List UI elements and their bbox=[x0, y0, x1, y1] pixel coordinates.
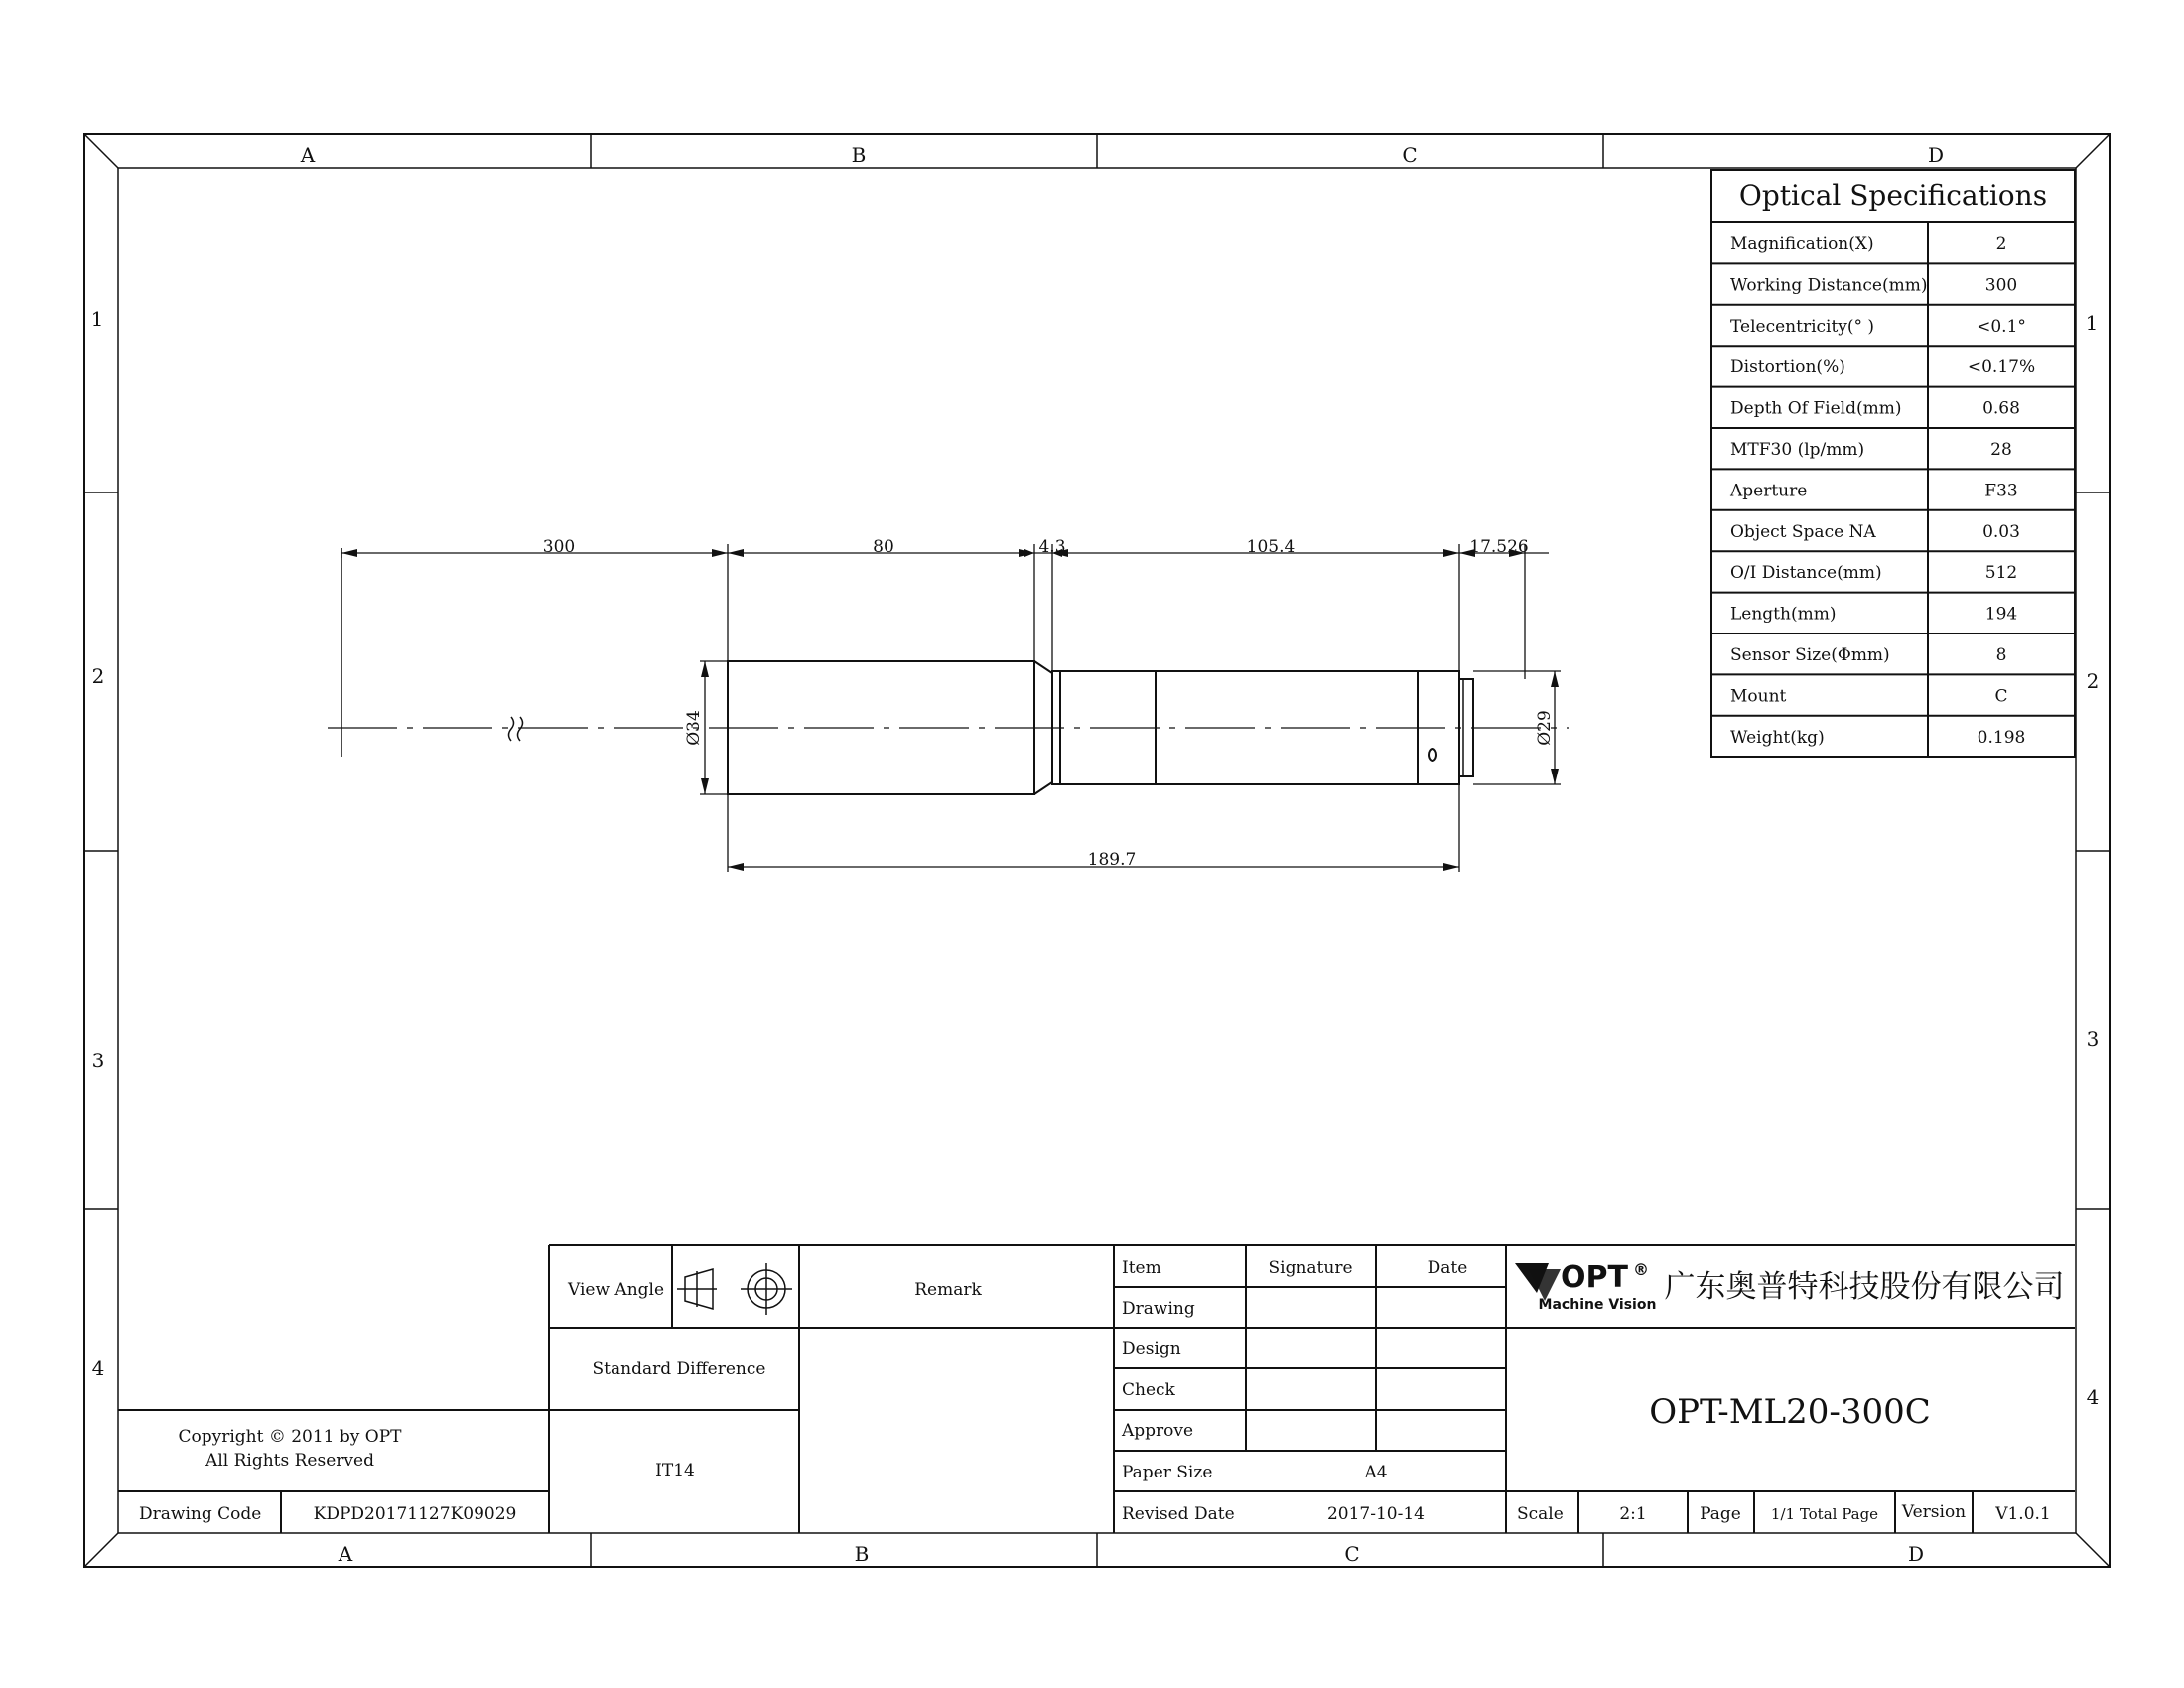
zone-col-d-top: D bbox=[1927, 143, 1945, 167]
spec-label: Object Space NA bbox=[1730, 521, 1876, 542]
concentric-circles-icon bbox=[741, 1263, 792, 1315]
page-label: Page bbox=[1700, 1504, 1741, 1524]
approve-row-label: Approve bbox=[1122, 1421, 1194, 1441]
drawing-code-label: Drawing Code bbox=[139, 1504, 262, 1524]
zone-row-2-right: 2 bbox=[2086, 669, 2100, 693]
date-label: Date bbox=[1427, 1258, 1468, 1278]
optical-spec-table bbox=[1711, 170, 2075, 757]
zone-col-c-bottom: C bbox=[1344, 1542, 1360, 1566]
spec-label: MTF30 (lp/mm) bbox=[1730, 440, 1865, 460]
zone-col-c-top: C bbox=[1402, 143, 1418, 167]
spec-label: Aperture bbox=[1730, 481, 1808, 501]
zone-col-a-top: A bbox=[300, 143, 316, 167]
zone-row-1-left: 1 bbox=[90, 307, 104, 331]
revised-date-label: Revised Date bbox=[1122, 1504, 1235, 1524]
zone-col-b-top: B bbox=[851, 143, 867, 167]
item-label: Item bbox=[1122, 1258, 1161, 1278]
spec-value: 0.198 bbox=[1977, 727, 2026, 748]
part-number: OPT-ML20-300C bbox=[1649, 1392, 1931, 1432]
spec-label: Mount bbox=[1730, 686, 1787, 707]
spec-row bbox=[1730, 605, 2017, 625]
version-value: V1.0.1 bbox=[1995, 1504, 2051, 1524]
spec-label: Working Distance(mm) bbox=[1730, 275, 1928, 296]
total-page-value: 1/1 Total Page bbox=[1770, 1505, 1879, 1523]
dim-front-barrel: 80 bbox=[873, 537, 894, 557]
spec-value: 2 bbox=[1995, 234, 2007, 254]
spec-row bbox=[1730, 234, 2006, 254]
zone-row-3-left: 3 bbox=[91, 1049, 105, 1072]
zone-col-b-bottom: B bbox=[854, 1542, 870, 1566]
scale-value: 2:1 bbox=[1619, 1504, 1647, 1524]
check-row-label: Check bbox=[1122, 1380, 1175, 1400]
spec-label: Sensor Size(Φmm) bbox=[1730, 645, 1890, 665]
tolerance-value: IT14 bbox=[655, 1461, 695, 1480]
version-label: Version bbox=[1901, 1502, 1967, 1522]
spec-row bbox=[1730, 275, 2017, 295]
spec-value: <0.17% bbox=[1967, 357, 2036, 378]
spec-row bbox=[1730, 563, 2017, 583]
dim-working-distance: 300 bbox=[542, 537, 576, 557]
scale-label: Scale bbox=[1517, 1504, 1564, 1524]
spec-value: <0.1° bbox=[1977, 316, 2026, 337]
logo-text: OPT bbox=[1561, 1260, 1628, 1295]
remark-label: Remark bbox=[914, 1280, 982, 1300]
spec-row bbox=[1730, 686, 2008, 706]
spec-label: Telecentricity(° ) bbox=[1730, 316, 1875, 337]
c-mount-thread bbox=[1459, 679, 1473, 776]
paper-size-label: Paper Size bbox=[1122, 1463, 1213, 1482]
projection-symbol bbox=[677, 1263, 792, 1315]
spec-value: 0.68 bbox=[1982, 398, 2020, 419]
spec-table-title: Optical Specifications bbox=[1738, 179, 2048, 211]
dim-rear-diameter: Ø29 bbox=[1535, 710, 1555, 746]
signature-label: Signature bbox=[1268, 1258, 1353, 1278]
logo-subtext: Machine Vision bbox=[1538, 1297, 1657, 1313]
spec-value: 0.03 bbox=[1982, 521, 2020, 542]
dim-mount: 17.526 bbox=[1469, 537, 1529, 557]
break-symbol bbox=[509, 717, 523, 741]
spec-value: 194 bbox=[1984, 604, 2018, 625]
spec-label: Length(mm) bbox=[1730, 604, 1837, 625]
lock-screw bbox=[1429, 749, 1436, 761]
design-row-label: Design bbox=[1122, 1339, 1181, 1359]
zone-row-4-right: 4 bbox=[2086, 1385, 2100, 1409]
spec-label: O/I Distance(mm) bbox=[1730, 563, 1882, 584]
company-name: 广东奥普特科技股份有限公司 bbox=[1664, 1269, 2065, 1305]
copyright-line-2: All Rights Reserved bbox=[205, 1451, 374, 1471]
spec-value: 512 bbox=[1984, 563, 2018, 584]
zone-row-2-left: 2 bbox=[91, 664, 105, 688]
spec-value: 8 bbox=[1995, 645, 2007, 665]
zone-col-a-bottom: A bbox=[338, 1542, 353, 1566]
dim-taper: 4.3 bbox=[1038, 537, 1066, 557]
spec-row bbox=[1730, 645, 2006, 665]
spec-row bbox=[1730, 728, 2025, 748]
opt-logo bbox=[1515, 1260, 1656, 1313]
spec-row bbox=[1730, 317, 2026, 337]
zone-row-1-right: 1 bbox=[2085, 311, 2099, 335]
dim-front-diameter: Ø34 bbox=[684, 710, 704, 746]
drawing-row-label: Drawing bbox=[1122, 1299, 1195, 1319]
spec-label: Magnification(X) bbox=[1730, 234, 1874, 254]
spec-label: Weight(kg) bbox=[1730, 727, 1825, 748]
lens-drawing bbox=[328, 537, 1569, 872]
standard-difference-label: Standard Difference bbox=[592, 1359, 766, 1379]
spec-value: F33 bbox=[1984, 481, 2018, 501]
view-angle-label: View Angle bbox=[568, 1280, 665, 1300]
dim-rear-barrel: 105.4 bbox=[1246, 537, 1296, 557]
spec-row bbox=[1730, 357, 2035, 377]
spec-label: Distortion(%) bbox=[1730, 357, 1845, 378]
zone-row-4-left: 4 bbox=[91, 1356, 105, 1380]
spec-value: 28 bbox=[1990, 440, 2012, 460]
spec-row bbox=[1730, 522, 2020, 542]
drawing-code-value: KDPD20171127K09029 bbox=[313, 1504, 517, 1524]
spec-value: 300 bbox=[1984, 275, 2018, 296]
paper-size-value: A4 bbox=[1364, 1463, 1388, 1482]
spec-row bbox=[1730, 399, 2020, 419]
spec-row bbox=[1730, 440, 2012, 460]
zone-col-d-bottom: D bbox=[1907, 1542, 1925, 1566]
dim-total-length: 189.7 bbox=[1087, 850, 1137, 870]
zone-row-3-right: 3 bbox=[2086, 1027, 2100, 1051]
revised-date-value: 2017-10-14 bbox=[1326, 1504, 1426, 1524]
spec-label: Depth Of Field(mm) bbox=[1730, 398, 1902, 419]
copyright-line-1: Copyright © 2011 by OPT bbox=[178, 1427, 402, 1447]
spec-value: C bbox=[1994, 686, 2008, 707]
logo-registered-mark: ® bbox=[1633, 1260, 1649, 1279]
spec-row bbox=[1729, 481, 2018, 500]
